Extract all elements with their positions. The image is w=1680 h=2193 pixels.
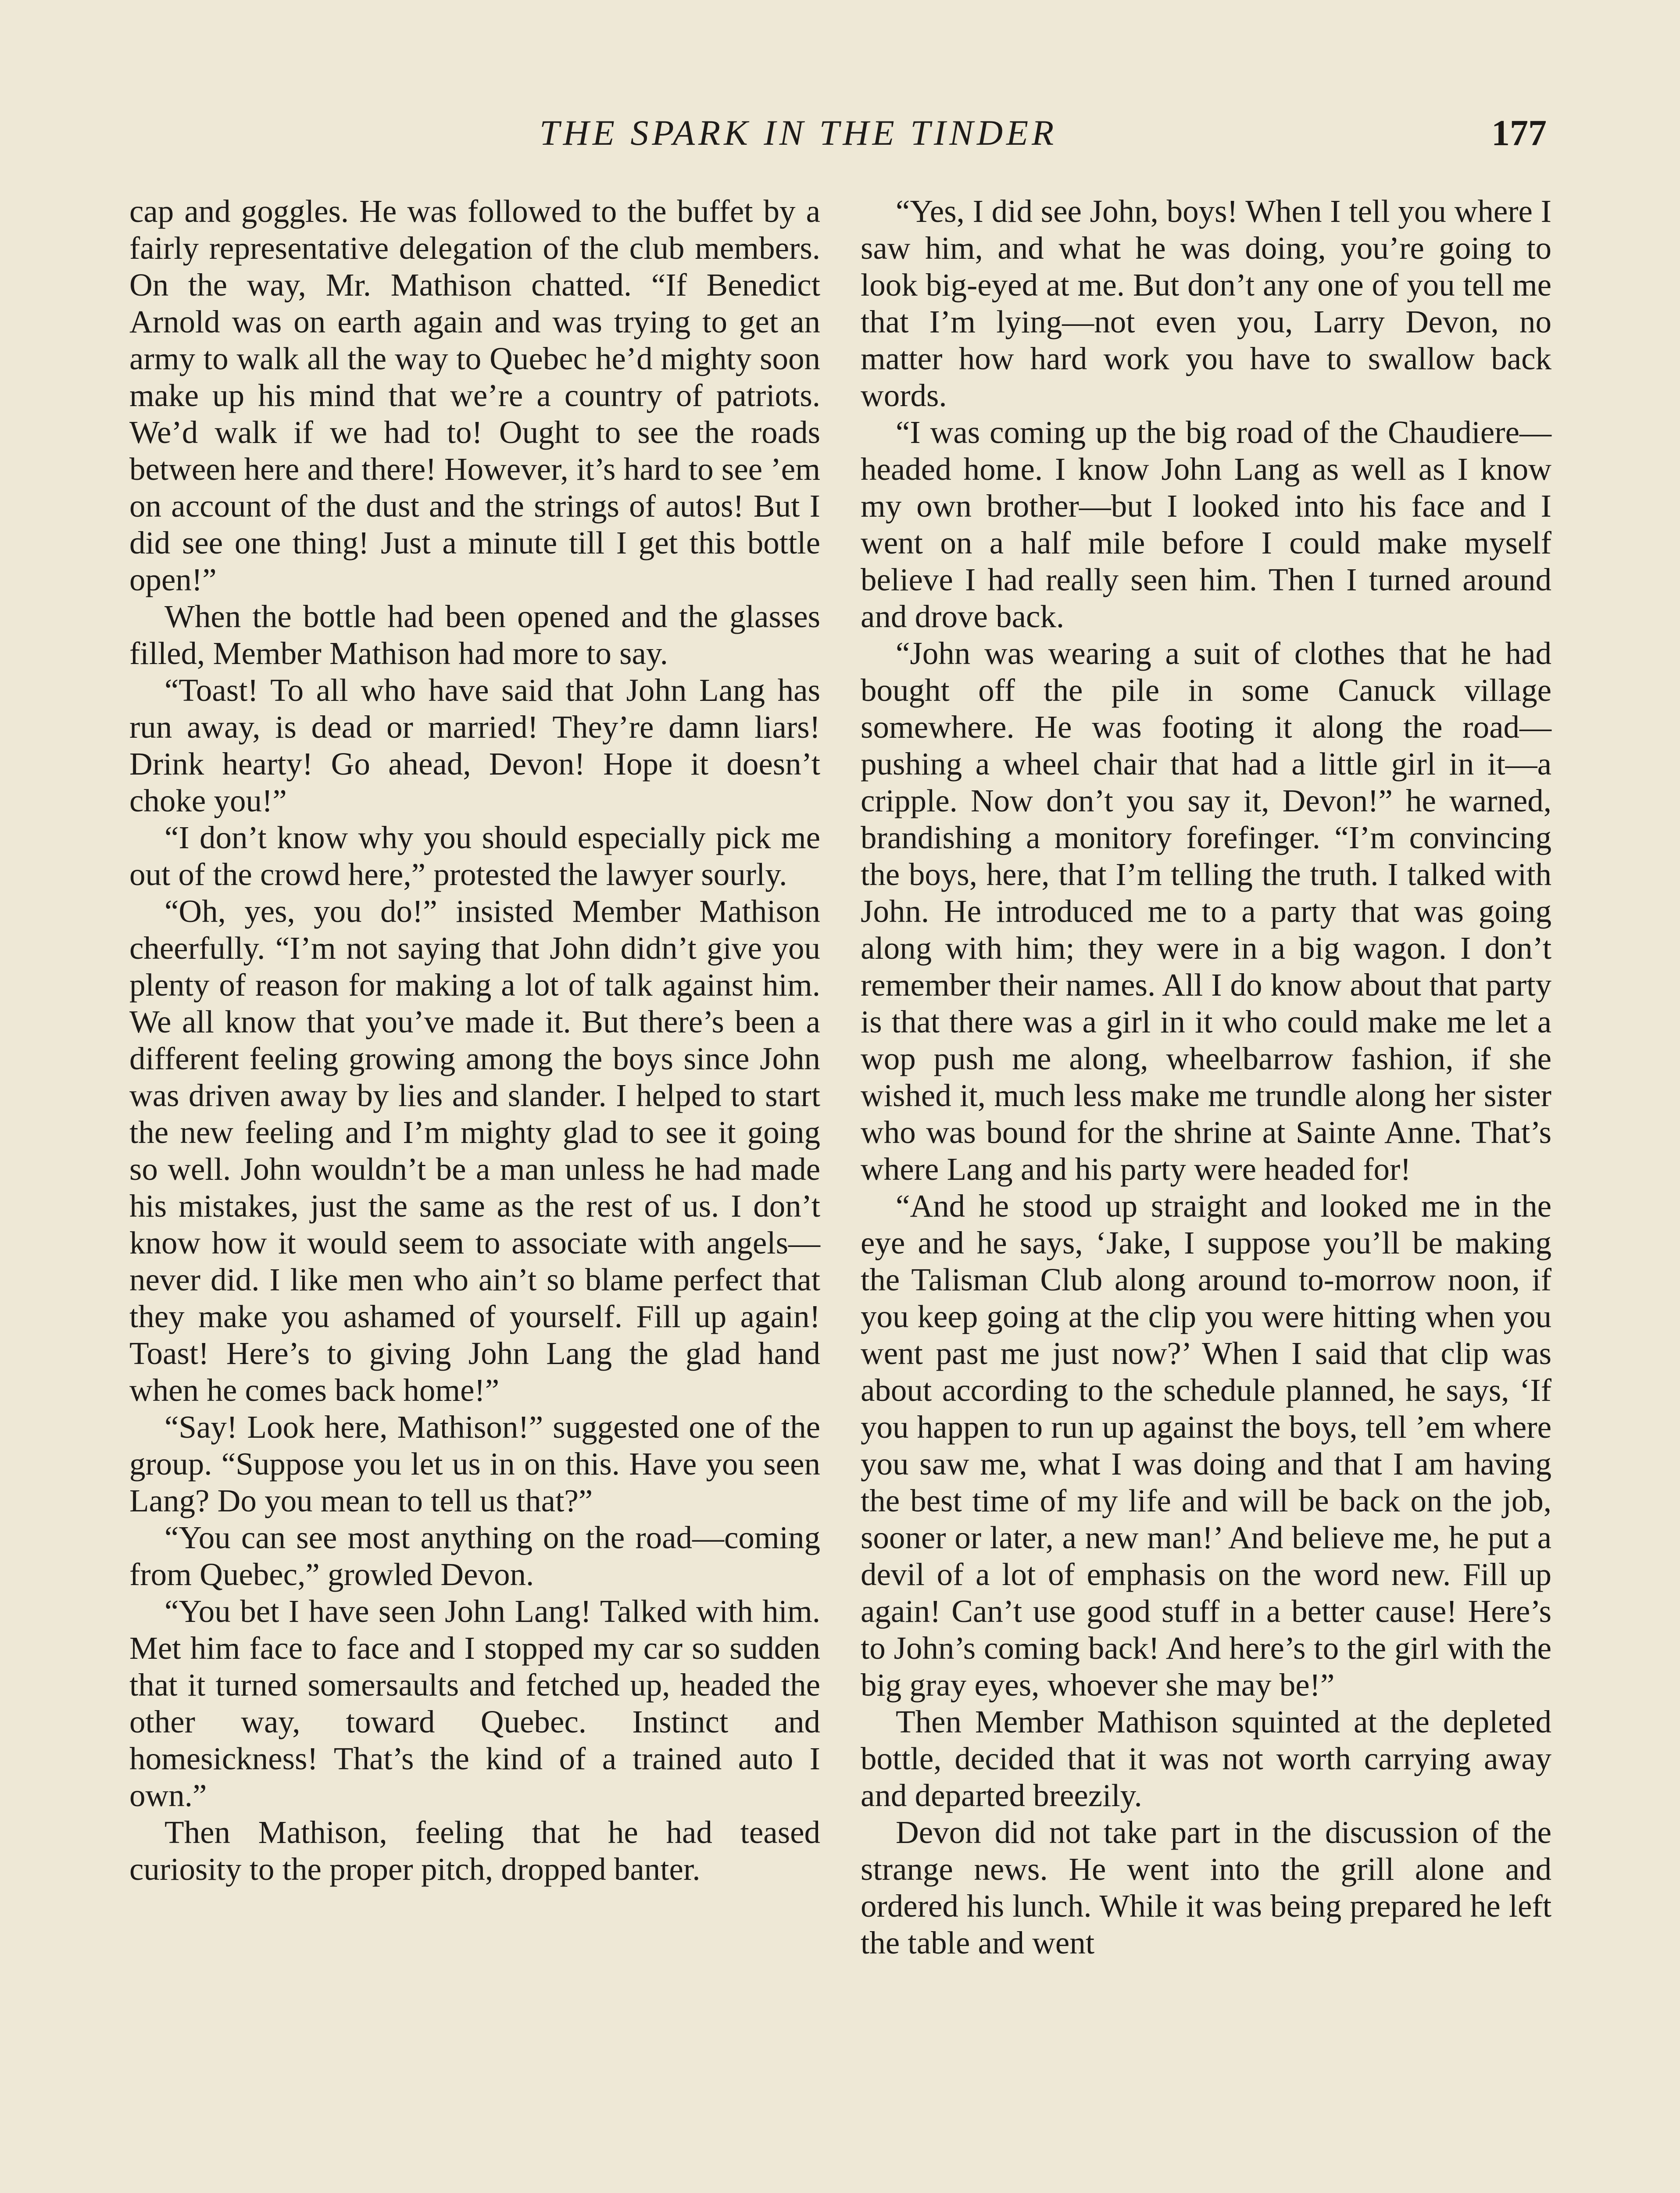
paragraph: “I don’t know why you should especially pick me out of the crowd here,” protested the lawyer sourly.: [129, 820, 820, 892]
paragraph: “I was coming up the big road of the Chaudiere—headed home. I know John Lang as well as I know my own brother—but I looked into his face and I went on a half mile before I could make myself believe I had really seen him. Then I turned around and drove back.: [861, 414, 1551, 634]
paragraph: “You can see most anything on the road—coming from Quebec,” growled Devon.: [129, 1520, 820, 1592]
paragraph: “And he stood up straight and looked me in the eye and he says, ‘Jake, I suppose you’ll be making the Talisman Club along around to-morrow noon, if you keep going at the clip you were hitting when you went past me just now?’ When I said that clip was about according to the schedule planned, he says, ‘If you happen to run up against the boys, tell ’em where you saw me, what I was doing and that I am having the best time of my life and will be back on the job, sooner or later, a new man!’ And believe me, he put a devil of a lot of emphasis on the word new. Fill up again! Can’t use good stuff in a better cause! Here’s to John’s coming back! And here’s to the girl with the big gray eyes, whoever she may be!”: [861, 1188, 1551, 1703]
right-text-column: [861, 193, 1551, 1961]
page-number: 177: [1491, 113, 1547, 154]
paragraph: “Toast! To all who have said that John Lang has run away, is dead or married! They’re damn liars! Drink hearty! Go ahead, Devon! Hope it doesn’t choke you!”: [129, 672, 820, 818]
paragraph: Then Member Mathison squinted at the depleted bottle, decided that it was not worth carrying away and departed breezily.: [861, 1704, 1551, 1813]
paragraph: “Say! Look here, Mathison!” suggested one of the group. “Suppose you let us in on this. Have you seen Lang? Do you mean to tell us that?”: [129, 1409, 820, 1518]
paragraph: cap and goggles. He was followed to the buffet by a fairly representative delegation of the club members. On the way, Mr. Mathison chatted. “If Benedict Arnold was on earth again and was trying to get an army to walk all the way to Quebec he’d mighty soon make up his mind that we’re a country of patriots. We’d walk if we had to! Ought to see the roads between here and there! However, it’s hard to see ’em on account of the dust and the strings of autos! But I did see one thing! Just a minute till I get this bottle open!”: [129, 193, 820, 597]
paragraph: “You bet I have seen John Lang! Talked with him. Met him face to face and I stopped my car so sudden that it turned somersaults and fetched up, headed the other way, toward Quebec. Instinct and homesickness! That’s the kind of a trained auto I own.”: [129, 1593, 820, 1813]
paragraph: Then Mathison, feeling that he had teased curiosity to the proper pitch, dropped banter.: [129, 1814, 820, 1887]
paragraph: “Oh, yes, you do!” insisted Member Mathison cheerfully. “I’m not saying that John didn’t give you plenty of reason for making a lot of talk against him. We all know that you’ve made it. But there’s been a different feeling growing among the boys since John was driven away by lies and slander. I helped to start the new feeling and I’m mighty glad to see it going so well. John wouldn’t be a man unless he had made his mistakes, just the same as the rest of us. I don’t know how it would seem to associate with angels—never did. I like men who ain’t so blame perfect that they make you ashamed of yourself. Fill up again! Toast! Here’s to giving John Lang the glad hand when he comes back home!”: [129, 893, 820, 1408]
running-header-title: THE SPARK IN THE TINDER: [540, 113, 1058, 153]
left-text-column: [129, 193, 820, 1888]
paragraph: “John was wearing a suit of clothes that he had bought off the pile in some Canuck village somewhere. He was footing it along the road—pushing a wheel chair that had a little girl in it—a cripple. Now don’t you say it, Devon!” he warned, brandishing a monitory forefinger. “I’m convincing the boys, here, that I’m telling the truth. I talked with John. He introduced me to a party that was going along with him; they were in a big wagon. I don’t remember their names. All I do know about that party is that there was a girl in it who could make me let a wop push me along, wheelbarrow fashion, if she wished it, much less make me trundle along her sister who was bound for the shrine at Sainte Anne. That’s where Lang and his party were headed for!: [861, 636, 1551, 1187]
paragraph: When the bottle had been opened and the glasses filled, Member Mathison had more to say.: [129, 599, 820, 671]
paragraph: Devon did not take part in the discussion of the strange news. He went into the grill alone and ordered his lunch. While it was being prepared he left the table and went: [861, 1814, 1551, 1961]
paragraph: “Yes, I did see John, boys! When I tell you where I saw him, and what he was doing, you’re going to look big-eyed at me. But don’t any one of you tell me that I’m lying—not even you, Larry Devon, no matter how hard work you have to swallow back words.: [861, 193, 1551, 413]
